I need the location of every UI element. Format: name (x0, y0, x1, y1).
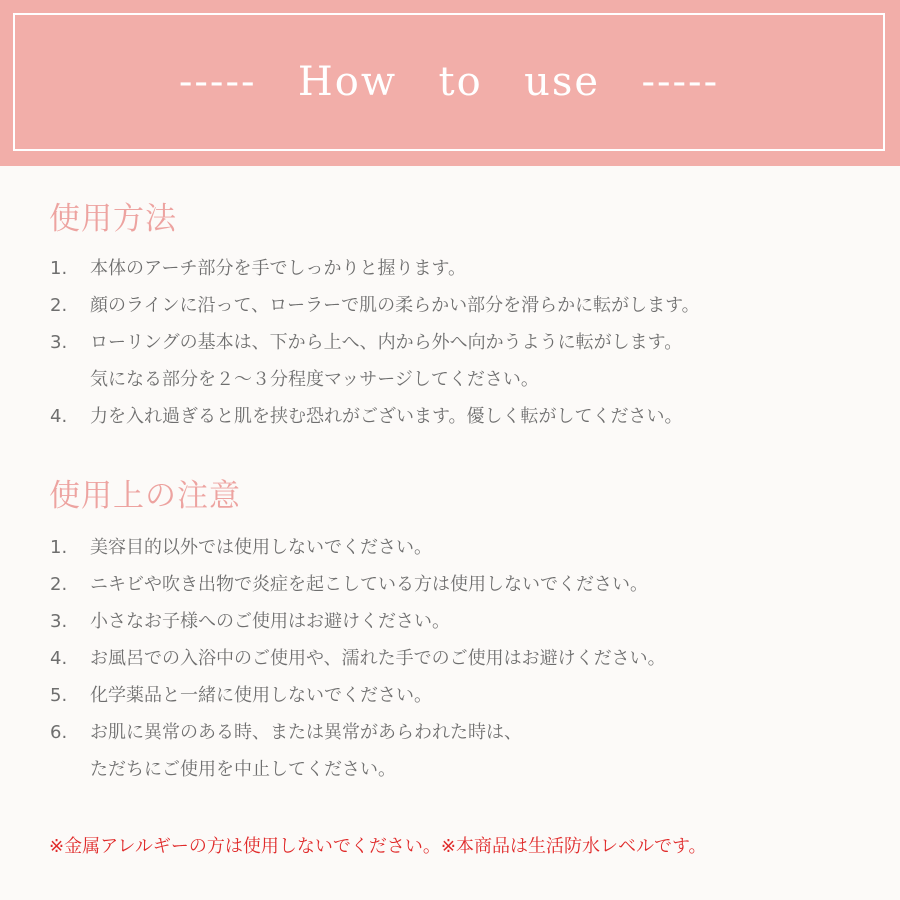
caution-item-number: 6. (50, 722, 68, 743)
header-frame (13, 13, 885, 151)
usage-item-number: 4. (50, 406, 68, 427)
usage-item-number: 1. (50, 258, 68, 279)
caution-item-text: 化学薬品と一緒に使用しないでください。 (90, 685, 432, 706)
usage-item-text: 本体のアーチ部分を手でしっかりと握ります。 (90, 258, 467, 279)
caution-item (50, 714, 870, 788)
caution-item (50, 640, 870, 677)
usage-item-text: 顔のラインに沿って、ローラーで肌の柔らかい部分を滑らかに転がします。 (90, 295, 700, 316)
caution-item-text: お風呂での入浴中のご使用や、濡れた手でのご使用はお避けください。 (90, 648, 666, 669)
caution-item-number: 4. (50, 648, 68, 669)
usage-item (50, 398, 870, 435)
usage-item-number: 3. (50, 332, 68, 353)
usage-list (50, 250, 870, 435)
caution-item (50, 677, 870, 714)
usage-item-text: ローリングの基本は、下から上へ、内から外へ向かうように転がします。 気になる部分を２〜３分程度マッサージしてください。 (90, 332, 683, 390)
caution-list (50, 529, 870, 788)
caution-item-text: 小さなお子様へのご使用はお避けください。 (90, 611, 450, 632)
header-banner (0, 0, 900, 166)
caution-item (50, 566, 870, 603)
usage-item-number: 2. (50, 295, 68, 316)
caution-item-text: ニキビや吹き出物で炎症を起こしている方は使用しないでください。 (90, 574, 648, 595)
page-title: ----- How to use ----- (178, 59, 720, 105)
usage-item (50, 287, 870, 324)
caution-item-number: 3. (50, 611, 68, 632)
usage-item-text: 力を入れ過ぎると肌を挟む恐れがございます。優しく転がしてください。 (90, 406, 683, 427)
caution-item-number: 1. (50, 537, 68, 558)
usage-item (50, 324, 870, 398)
usage-item (50, 250, 870, 287)
caution-item-number: 5. (50, 685, 68, 706)
caution-item-text: お肌に異常のある時、または異常があらわれた時は、 ただちにご使用を中止してください。 (90, 722, 522, 780)
caution-item (50, 529, 870, 566)
caution-item-number: 2. (50, 574, 68, 595)
allergy-notice: ※金属アレルギーの方は使用しないでください。※本商品は生活防水レベルです。 (49, 836, 707, 857)
caution-section-title: 使用上の注意 (49, 478, 241, 514)
caution-item-text: 美容目的以外では使用しないでください。 (90, 537, 432, 558)
caution-item (50, 603, 870, 640)
usage-section-title: 使用方法 (49, 201, 177, 237)
